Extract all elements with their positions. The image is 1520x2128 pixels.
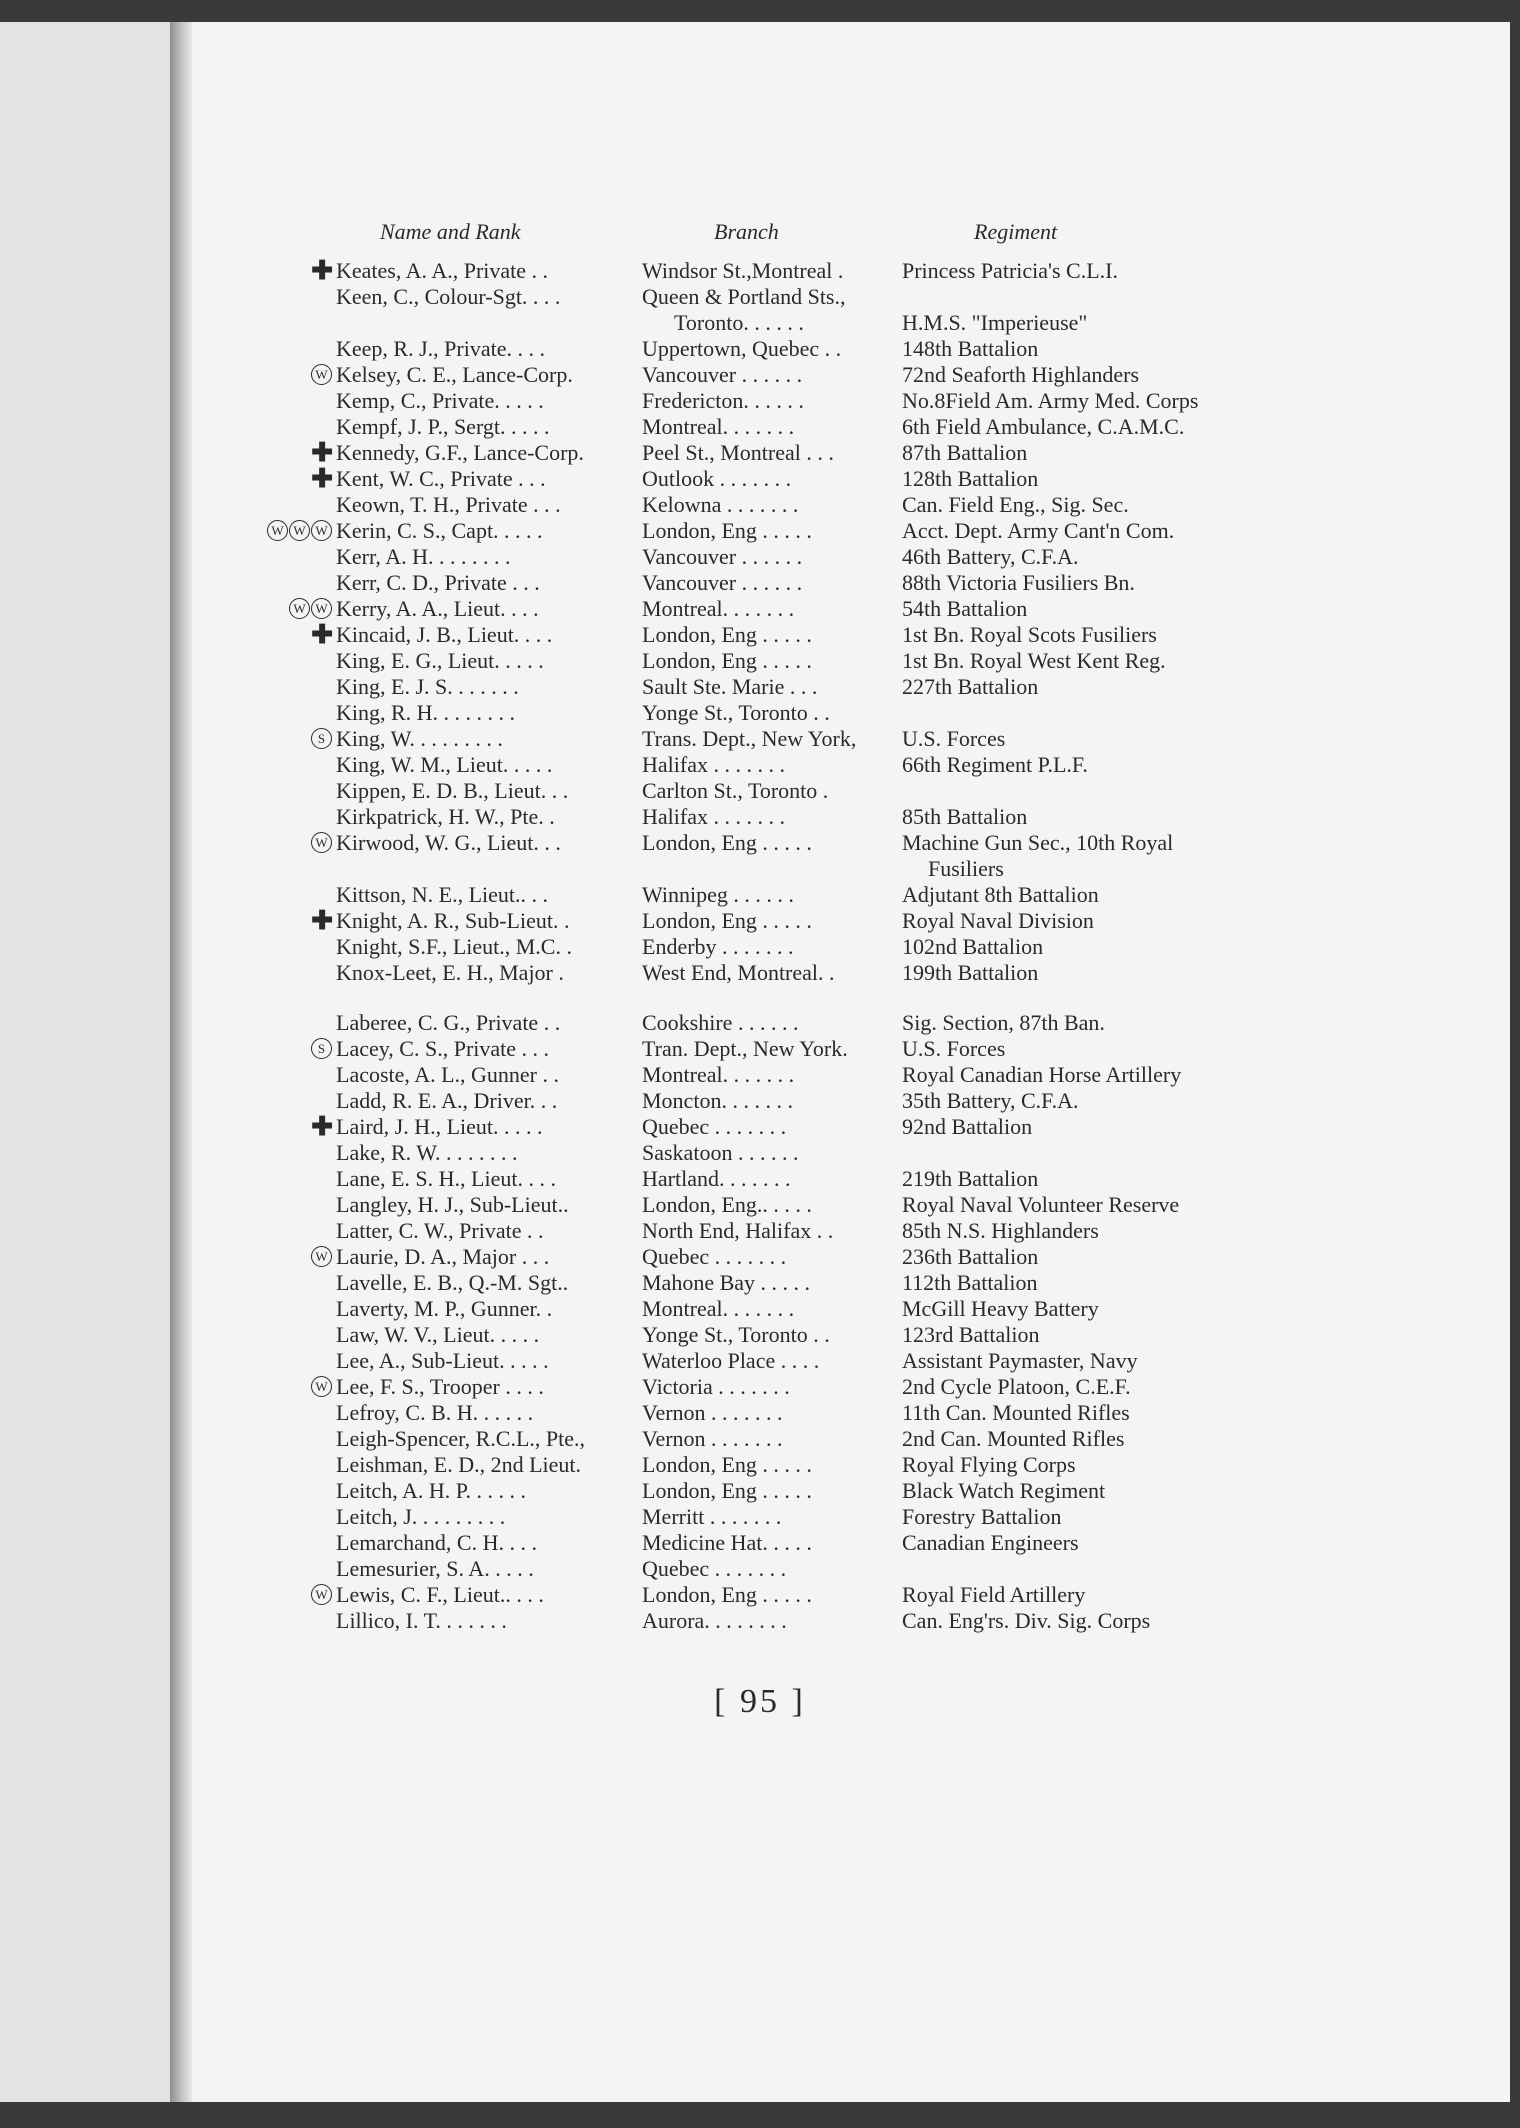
entry-regiment: 66th Regiment P.L.F. bbox=[902, 752, 1088, 777]
entry-name-rank: Lillico, I. T. . . . . . . bbox=[336, 1608, 507, 1633]
entry-name-rank: Kempf, J. P., Sergt. . . . . bbox=[336, 414, 550, 439]
entry-branch: Carlton St., Toronto . bbox=[642, 778, 829, 803]
entry-regiment: Canadian Engineers bbox=[902, 1530, 1079, 1555]
entry-branch: London, Eng . . . . . bbox=[642, 1478, 812, 1503]
entry-name-rank: Leishman, E. D., 2nd Lieut. bbox=[336, 1452, 582, 1477]
entry-branch: Trans. Dept., New York, bbox=[642, 726, 857, 751]
entry-branch: Queen & Portland Sts., bbox=[642, 284, 846, 309]
scan-bottom-border bbox=[0, 2102, 1520, 2128]
entry-name-rank: Knight, S.F., Lieut., M.C. . bbox=[336, 934, 572, 959]
entry-regiment: 85th Battalion bbox=[902, 804, 1028, 829]
entry-regiment: Sig. Section, 87th Ban. bbox=[902, 1010, 1105, 1035]
entry-regiment: Royal Naval Division bbox=[902, 908, 1094, 933]
entry-regiment: 2nd Can. Mounted Rifles bbox=[902, 1426, 1125, 1451]
entry-name-rank: Lavelle, E. B., Q.-M. Sgt.. bbox=[336, 1270, 569, 1295]
roster-row bbox=[0, 934, 1520, 960]
circled-s-icon: S bbox=[262, 1036, 332, 1062]
column-header-regiment: Regiment bbox=[974, 219, 1058, 244]
entry-branch: Merritt . . . . . . . bbox=[642, 1504, 782, 1529]
entry-name-rank: Langley, H. J., Sub-Lieut.. bbox=[336, 1192, 569, 1217]
roster-row bbox=[0, 596, 1520, 622]
entry-name-rank: Leigh-Spencer, R.C.L., Pte., bbox=[336, 1426, 586, 1451]
entry-name-rank: Law, W. V., Lieut. . . . . bbox=[336, 1322, 540, 1347]
entry-regiment: 148th Battalion bbox=[902, 336, 1039, 361]
entry-branch: Saskatoon . . . . . . bbox=[642, 1140, 799, 1165]
entry-regiment: 6th Field Ambulance, C.A.M.C. bbox=[902, 414, 1185, 439]
circled-w-icon: W W W bbox=[262, 518, 332, 544]
entry-branch: London, Eng.. . . . . bbox=[642, 1192, 812, 1217]
entry-branch: London, Eng . . . . . bbox=[642, 1582, 812, 1607]
cross-icon: ✚ bbox=[311, 1112, 332, 1141]
entry-regiment: Can. Field Eng., Sig. Sec. bbox=[902, 492, 1129, 517]
entry-regiment: U.S. Forces bbox=[902, 726, 1006, 751]
roster-row bbox=[0, 1088, 1520, 1114]
entry-branch: Montreal. . . . . . . bbox=[642, 414, 795, 439]
roster-row bbox=[0, 414, 1520, 440]
circled-w-icon: W W bbox=[262, 596, 332, 622]
scan-top-border bbox=[0, 0, 1520, 22]
entry-regiment: Princess Patricia's C.L.I. bbox=[902, 258, 1118, 283]
roster-row bbox=[0, 1608, 1520, 1634]
entry-name-rank: Laird, J. H., Lieut. . . . . bbox=[336, 1114, 543, 1139]
column-header-branch: Branch bbox=[714, 219, 779, 244]
entry-name-rank: Lacoste, A. L., Gunner . . bbox=[336, 1062, 559, 1087]
entry-branch: Halifax . . . . . . . bbox=[642, 752, 785, 777]
entry-name-rank: Ladd, R. E. A., Driver. . . bbox=[336, 1088, 558, 1113]
entry-branch: Montreal. . . . . . . bbox=[642, 1062, 795, 1087]
roster-row bbox=[0, 1374, 1520, 1400]
entry-regiment: Assistant Paymaster, Navy bbox=[902, 1348, 1138, 1373]
entry-branch: Montreal. . . . . . . bbox=[642, 1296, 795, 1321]
entry-regiment: 227th Battalion bbox=[902, 674, 1039, 699]
entry-name-rank: Latter, C. W., Private . . bbox=[336, 1218, 544, 1243]
entry-regiment: 88th Victoria Fusiliers Bn. bbox=[902, 570, 1135, 595]
roster-row bbox=[0, 700, 1520, 726]
circled-w-icon: W bbox=[262, 1582, 332, 1608]
roster-row bbox=[0, 518, 1520, 544]
roster-row bbox=[0, 1582, 1520, 1608]
roster-row bbox=[0, 258, 1520, 284]
roster-row bbox=[0, 674, 1520, 700]
entry-branch: London, Eng . . . . . bbox=[642, 1452, 812, 1477]
entry-name-rank: King, W. M., Lieut. . . . . bbox=[336, 752, 553, 777]
cross-icon: ✚ bbox=[311, 620, 332, 649]
entry-regiment: 112th Battalion bbox=[902, 1270, 1038, 1295]
roster-row bbox=[0, 1244, 1520, 1270]
roster-row bbox=[0, 804, 1520, 830]
column-header-name: Name and Rank bbox=[380, 219, 521, 244]
roster-row bbox=[0, 908, 1520, 934]
page-number: [ 95 ] bbox=[714, 1683, 806, 1720]
entry-branch: Victoria . . . . . . . bbox=[642, 1374, 790, 1399]
entry-branch: London, Eng . . . . . bbox=[642, 648, 812, 673]
entry-branch: Kelowna . . . . . . . bbox=[642, 492, 799, 517]
entry-regiment: No.8Field Am. Army Med. Corps bbox=[902, 388, 1199, 413]
roster-row bbox=[0, 1296, 1520, 1322]
roster-row bbox=[0, 492, 1520, 518]
roster-row bbox=[0, 1036, 1520, 1062]
circled-s-icon: S bbox=[262, 726, 332, 752]
entry-branch: Hartland. . . . . . . bbox=[642, 1166, 791, 1191]
entry-branch: Aurora. . . . . . . . bbox=[642, 1608, 787, 1633]
entry-regiment: 2nd Cycle Platoon, C.E.F. bbox=[902, 1374, 1131, 1399]
roster-row bbox=[0, 284, 1520, 310]
roster-row bbox=[0, 1114, 1520, 1140]
entry-branch: Vernon . . . . . . . bbox=[642, 1426, 783, 1451]
entry-name-rank: Keates, A. A., Private . . bbox=[336, 258, 549, 283]
entry-name-rank: Leitch, J. . . . . . . . . bbox=[336, 1504, 506, 1529]
entry-branch: Sault Ste. Marie . . . bbox=[642, 674, 818, 699]
entry-name-rank: Lee, A., Sub-Lieut. . . . . bbox=[336, 1348, 549, 1373]
entry-regiment: 102nd Battalion bbox=[902, 934, 1044, 959]
roster-row bbox=[0, 1504, 1520, 1530]
entry-branch: London, Eng . . . . . bbox=[642, 908, 812, 933]
entry-regiment: 11th Can. Mounted Rifles bbox=[902, 1400, 1130, 1425]
entry-regiment: H.M.S. "Imperieuse" bbox=[902, 310, 1088, 335]
entry-regiment: 35th Battery, C.F.A. bbox=[902, 1088, 1079, 1113]
entry-name-rank: Kippen, E. D. B., Lieut. . . bbox=[336, 778, 569, 803]
entry-regiment: Forestry Battalion bbox=[902, 1504, 1062, 1529]
cross-icon: ✚ bbox=[311, 464, 332, 493]
entry-regiment: U.S. Forces bbox=[902, 1036, 1006, 1061]
roster-row bbox=[0, 622, 1520, 648]
entry-branch: Vancouver . . . . . . bbox=[642, 570, 803, 595]
circled-w-icon: W bbox=[262, 362, 332, 388]
entry-name-rank: Kincaid, J. B., Lieut. . . . bbox=[336, 622, 553, 647]
roster-list bbox=[0, 258, 1520, 1634]
entry-branch: Waterloo Place . . . . bbox=[642, 1348, 820, 1373]
entry-name-rank: Lake, R. W. . . . . . . . bbox=[336, 1140, 518, 1165]
entry-name-rank: Knox-Leet, E. H., Major . bbox=[336, 960, 564, 985]
roster-row bbox=[0, 362, 1520, 388]
entry-name-rank: Lee, F. S., Trooper . . . . bbox=[336, 1374, 544, 1399]
roster-row bbox=[0, 778, 1520, 804]
entry-regiment: Fusiliers bbox=[928, 856, 1004, 881]
entry-regiment: McGill Heavy Battery bbox=[902, 1296, 1099, 1321]
entry-name-rank: Kelsey, C. E., Lance-Corp. bbox=[336, 362, 573, 387]
circled-w-icon: W bbox=[262, 830, 332, 856]
entry-branch: Yonge St., Toronto . . bbox=[642, 700, 830, 725]
entry-branch: Enderby . . . . . . . bbox=[642, 934, 794, 959]
roster-row bbox=[0, 1218, 1520, 1244]
entry-name-rank: King, E. G., Lieut. . . . . bbox=[336, 648, 544, 673]
roster-row bbox=[0, 856, 1520, 882]
roster-row bbox=[0, 1192, 1520, 1218]
entry-name-rank: Kerry, A. A., Lieut. . . . bbox=[336, 596, 539, 621]
entry-name-rank: Lane, E. S. H., Lieut. . . . bbox=[336, 1166, 556, 1191]
entry-branch: Cookshire . . . . . . bbox=[642, 1010, 799, 1035]
entry-name-rank: Kerr, A. H. . . . . . . . bbox=[336, 544, 511, 569]
entry-branch: Yonge St., Toronto . . bbox=[642, 1322, 830, 1347]
entry-branch: Moncton. . . . . . . bbox=[642, 1088, 793, 1113]
entry-branch: London, Eng . . . . . bbox=[642, 518, 812, 543]
roster-row bbox=[0, 1400, 1520, 1426]
entry-name-rank: Keen, C., Colour-Sgt. . . . bbox=[336, 284, 561, 309]
entry-name-rank: King, R. H. . . . . . . . bbox=[336, 700, 516, 725]
entry-name-rank: Laberee, C. G., Private . . bbox=[336, 1010, 561, 1035]
entry-regiment: 72nd Seaforth Highlanders bbox=[902, 362, 1140, 387]
roster-row bbox=[0, 1140, 1520, 1166]
entry-regiment: Royal Naval Volunteer Reserve bbox=[902, 1192, 1180, 1217]
entry-name-rank: Kennedy, G.F., Lance-Corp. bbox=[336, 440, 584, 465]
roster-row bbox=[0, 1478, 1520, 1504]
entry-name-rank: Kirwood, W. G., Lieut. . . bbox=[336, 830, 561, 855]
entry-regiment: Acct. Dept. Army Cant'n Com. bbox=[902, 518, 1175, 543]
circled-w-icon: W bbox=[262, 1244, 332, 1270]
entry-branch: Tran. Dept., New York. bbox=[642, 1036, 848, 1061]
entry-branch: London, Eng . . . . . bbox=[642, 622, 812, 647]
entry-name-rank: Laurie, D. A., Major . . . bbox=[336, 1244, 550, 1269]
roster-row bbox=[0, 440, 1520, 466]
cross-icon: ✚ bbox=[311, 438, 332, 467]
entry-branch: Uppertown, Quebec . . bbox=[642, 336, 842, 361]
entry-name-rank: Lemesurier, S. A. . . . . bbox=[336, 1556, 534, 1581]
entry-regiment: 219th Battalion bbox=[902, 1166, 1039, 1191]
entry-branch: Vernon . . . . . . . bbox=[642, 1400, 783, 1425]
entry-name-rank: Kemp, C., Private. . . . . bbox=[336, 388, 544, 413]
entry-regiment: 123rd Battalion bbox=[902, 1322, 1040, 1347]
entry-branch: Toronto. . . . . . bbox=[674, 310, 804, 335]
roster-row bbox=[0, 310, 1520, 336]
roster-row bbox=[0, 960, 1520, 986]
entry-name-rank: Lewis, C. F., Lieut.. . . . bbox=[336, 1582, 544, 1607]
roster-row bbox=[0, 726, 1520, 752]
roster-row bbox=[0, 544, 1520, 570]
roster-row bbox=[0, 388, 1520, 414]
entry-name-rank: Kent, W. C., Private . . . bbox=[336, 466, 546, 491]
roster-row bbox=[0, 1348, 1520, 1374]
entry-regiment: Adjutant 8th Battalion bbox=[902, 882, 1099, 907]
entry-name-rank: King, W. . . . . . . . . bbox=[336, 726, 503, 751]
entry-branch: Montreal. . . . . . . bbox=[642, 596, 795, 621]
roster-row bbox=[0, 1270, 1520, 1296]
entry-branch: Outlook . . . . . . . bbox=[642, 466, 792, 491]
entry-regiment: Royal Field Artillery bbox=[902, 1582, 1086, 1607]
entry-regiment: 87th Battalion bbox=[902, 440, 1028, 465]
entry-branch: London, Eng . . . . . bbox=[642, 830, 812, 855]
entry-name-rank: Kerin, C. S., Capt. . . . . bbox=[336, 518, 543, 543]
roster-row bbox=[0, 648, 1520, 674]
entry-branch: Winnipeg . . . . . . bbox=[642, 882, 794, 907]
roster-row bbox=[0, 1530, 1520, 1556]
entry-name-rank: King, E. J. S. . . . . . . bbox=[336, 674, 519, 699]
entry-regiment: 54th Battalion bbox=[902, 596, 1028, 621]
entry-regiment: 1st Bn. Royal Scots Fusiliers bbox=[902, 622, 1157, 647]
entry-branch: Windsor St.,Montreal . bbox=[642, 258, 844, 283]
entry-name-rank: Lacey, C. S., Private . . . bbox=[336, 1036, 550, 1061]
entry-branch: Halifax . . . . . . . bbox=[642, 804, 785, 829]
entry-branch: West End, Montreal. . bbox=[642, 960, 835, 985]
entry-name-rank: Laverty, M. P., Gunner. . bbox=[336, 1296, 553, 1321]
entry-branch: North End, Halifax . . bbox=[642, 1218, 834, 1243]
entry-regiment: Machine Gun Sec., 10th Royal bbox=[902, 830, 1174, 855]
entry-name-rank: Lemarchand, C. H. . . . bbox=[336, 1530, 537, 1555]
entry-name-rank: Lefroy, C. B. H. . . . . . bbox=[336, 1400, 534, 1425]
roster-row bbox=[0, 336, 1520, 362]
roster-row bbox=[0, 1556, 1520, 1582]
entry-branch: Peel St., Montreal . . . bbox=[642, 440, 834, 465]
roster-row bbox=[0, 830, 1520, 856]
entry-name-rank: Keep, R. J., Private. . . . bbox=[336, 336, 545, 361]
roster-row bbox=[0, 1322, 1520, 1348]
entry-name-rank: Kerr, C. D., Private . . . bbox=[336, 570, 540, 595]
roster-row bbox=[0, 1166, 1520, 1192]
roster-row bbox=[0, 1062, 1520, 1088]
roster-row bbox=[0, 466, 1520, 492]
circled-w-icon: W bbox=[262, 1374, 332, 1400]
entry-name-rank: Leitch, A. H. P. . . . . . bbox=[336, 1478, 527, 1503]
entry-regiment: Royal Flying Corps bbox=[902, 1452, 1076, 1477]
entry-branch: Quebec . . . . . . . bbox=[642, 1114, 787, 1139]
entry-name-rank: Kirkpatrick, H. W., Pte. . bbox=[336, 804, 555, 829]
entry-branch: Fredericton. . . . . . bbox=[642, 388, 804, 413]
entry-branch: Quebec . . . . . . . bbox=[642, 1244, 787, 1269]
roster-row bbox=[0, 1426, 1520, 1452]
entry-regiment: Royal Canadian Horse Artillery bbox=[902, 1062, 1182, 1087]
entry-name-rank: Kittson, N. E., Lieut.. . . bbox=[336, 882, 549, 907]
entry-regiment: 128th Battalion bbox=[902, 466, 1039, 491]
entry-regiment: 199th Battalion bbox=[902, 960, 1039, 985]
roster-row bbox=[0, 570, 1520, 596]
roster-row bbox=[0, 1010, 1520, 1036]
entry-regiment: Black Watch Regiment bbox=[902, 1478, 1106, 1503]
entry-name-rank: Knight, A. R., Sub-Lieut. . bbox=[336, 908, 570, 933]
entry-name-rank: Keown, T. H., Private . . . bbox=[336, 492, 561, 517]
entry-regiment: 85th N.S. Highlanders bbox=[902, 1218, 1099, 1243]
entry-branch: Vancouver . . . . . . bbox=[642, 544, 803, 569]
cross-icon: ✚ bbox=[311, 256, 332, 285]
roster-row bbox=[0, 752, 1520, 778]
entry-branch: Medicine Hat. . . . . bbox=[642, 1530, 812, 1555]
entry-regiment: 46th Battery, C.F.A. bbox=[902, 544, 1079, 569]
cross-icon: ✚ bbox=[311, 906, 332, 935]
roster-row bbox=[0, 1452, 1520, 1478]
entry-branch: Vancouver . . . . . . bbox=[642, 362, 803, 387]
entry-branch: Mahone Bay . . . . . bbox=[642, 1270, 811, 1295]
entry-regiment: 236th Battalion bbox=[902, 1244, 1039, 1269]
entry-branch: Quebec . . . . . . . bbox=[642, 1556, 787, 1581]
entry-regiment: 92nd Battalion bbox=[902, 1114, 1033, 1139]
entry-regiment: Can. Eng'rs. Div. Sig. Corps bbox=[902, 1608, 1151, 1633]
entry-regiment: 1st Bn. Royal West Kent Reg. bbox=[902, 648, 1166, 673]
roster-row bbox=[0, 882, 1520, 908]
